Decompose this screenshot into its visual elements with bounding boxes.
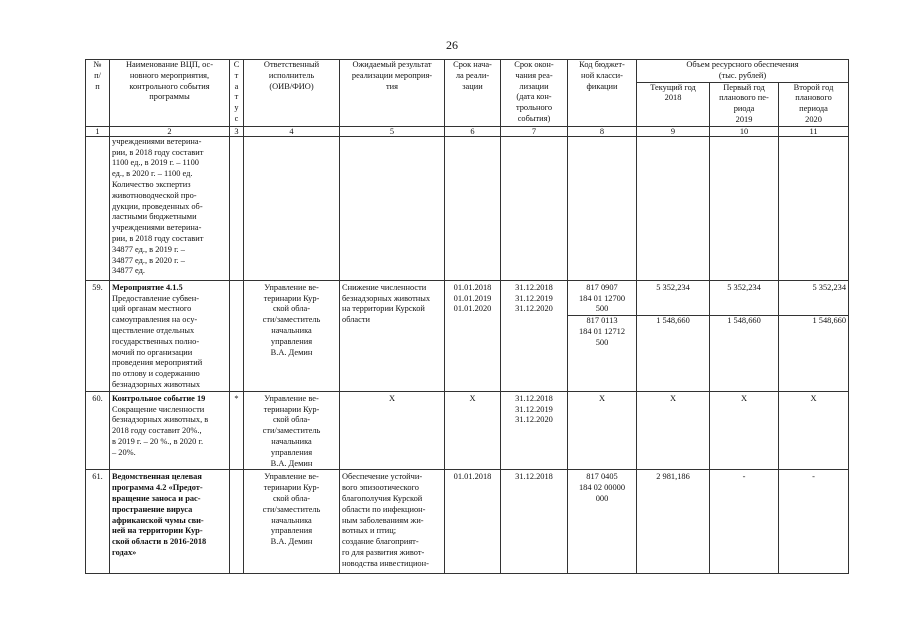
text-line: Второй год (793, 82, 834, 92)
text-line: планового пе- (719, 93, 769, 103)
text-line: 2018 году составит 20%., (112, 426, 202, 436)
row-2018: Х (637, 391, 710, 470)
text-line: 2019 (735, 114, 753, 124)
text-line: вого эпизоотического (342, 483, 419, 493)
text-line: ской обла- (272, 304, 311, 314)
text-line: 34877 ед., в 2020 г. – (112, 255, 185, 265)
text-line: на территории Курской (342, 304, 425, 314)
text-line: 2020 (805, 114, 822, 124)
text-line: 31.12.2019 (515, 404, 553, 414)
text-line: 817 0405 (586, 472, 618, 482)
text-line: т (234, 92, 239, 102)
row-status (230, 470, 244, 574)
cell-2019 (710, 136, 779, 280)
text-line: 500 (595, 337, 609, 347)
text-line: Управление ве- (264, 393, 319, 403)
text-line: Предоставление субвен- (112, 293, 200, 303)
row-end: 31.12.2018 (501, 470, 568, 574)
text-line: тия (386, 81, 398, 91)
text-line: Ожидаемый результат (352, 60, 432, 69)
text-line: области (342, 315, 370, 325)
row-2020 (779, 280, 849, 391)
text-line: 817 0907 (586, 282, 618, 292)
cell-kbk (568, 136, 637, 280)
text-line: ществление отдельных (112, 325, 195, 335)
row-title: Контрольное событие 19 (112, 393, 206, 403)
row-start (445, 280, 501, 391)
text-line: ской обла- (272, 415, 311, 425)
text-line: а (234, 81, 239, 91)
text-line: С (233, 60, 240, 69)
row-end (501, 391, 568, 470)
text-line: Сокращение численности (112, 404, 205, 414)
col-number: 1 (86, 126, 110, 136)
row-2020: Х (779, 391, 849, 470)
text-line: 34877 ед., в 2019 г. – (112, 244, 185, 254)
text-line: африканской чумы сви- (112, 515, 204, 525)
row-executor (244, 280, 340, 391)
text-line: фикации (586, 81, 618, 91)
text-line: управления (270, 447, 313, 457)
cell-result (340, 136, 445, 280)
col-number: 5 (340, 126, 445, 136)
text-line: Ответственный (263, 60, 320, 69)
col-number: 6 (445, 126, 501, 136)
col-number: 4 (244, 126, 340, 136)
header-result (340, 60, 445, 127)
text-line: Наименование ВЦП, ос- (125, 60, 214, 69)
text-line: учреждениями ветерина- (112, 136, 202, 146)
text-line: по отлову и содержанию (112, 369, 200, 379)
text-line: 2018 (664, 93, 682, 103)
text-line: новного мероприятия, (129, 70, 210, 80)
cell-2018 (637, 136, 710, 280)
text-line: ской области в 2016-2018 (112, 537, 207, 547)
text-line: контрольного события (129, 81, 210, 91)
text-line: у (234, 103, 239, 113)
text-line: ской обла- (272, 493, 311, 503)
text-line: реализации мероприя- (351, 70, 433, 80)
row-kbk (568, 280, 637, 391)
row-2018 (637, 280, 710, 391)
row-start: 01.01.2018 (445, 470, 501, 574)
text-line: ций органам местного (112, 304, 192, 314)
text-line: безнадзорных животных (112, 379, 201, 389)
text-line: Объем ресурсного обеспечения (686, 60, 799, 69)
kbk-second (568, 315, 636, 348)
table-row (86, 391, 849, 470)
text-line: планового (795, 93, 832, 103)
text-line: 34877 ед. (112, 266, 145, 276)
value-2020-second: 1 548,660 (779, 315, 848, 327)
col-number: 8 (568, 126, 637, 136)
text-line: начальника (271, 436, 312, 446)
col-number: 7 (501, 126, 568, 136)
text-line: В.А. Демин (270, 458, 313, 468)
text-line: сти/заместитель (262, 504, 321, 514)
row-2018: 2 981,186 (637, 470, 710, 574)
text-line: рии, в 2018 году составит (112, 147, 204, 157)
header-kbk (568, 60, 637, 127)
row-name (110, 280, 230, 391)
text-line: Обеспечение устойчи- (342, 472, 423, 482)
text-line: с (234, 113, 239, 123)
col-number: 2 (110, 126, 230, 136)
text-line: самоуправления на осу- (112, 315, 198, 325)
text-line: вотных и птиц; (342, 526, 397, 536)
row-2019 (710, 280, 779, 391)
header-status (230, 60, 244, 127)
row-description (112, 294, 227, 391)
cell-2020 (779, 136, 849, 280)
row-2020: - (779, 470, 849, 574)
text-line: Текущий год (650, 82, 696, 92)
header-2020 (779, 82, 849, 126)
row-name (110, 391, 230, 470)
text-line: Управление ве- (264, 472, 319, 482)
table-row (86, 280, 849, 391)
text-line: учреждениями ветерина- (112, 223, 202, 233)
row-number: 61. (86, 470, 110, 574)
cell-status (230, 136, 244, 280)
text-line: 1100 ед., в 2019 г. – 1100 (112, 158, 199, 168)
text-line: зации (462, 81, 483, 91)
text-line: ла реали- (455, 70, 490, 80)
text-line: (ОИВ/ФИО) (269, 81, 314, 91)
row-result: Х (340, 391, 445, 470)
header-2019 (710, 82, 779, 126)
text-line: В.А. Демин (270, 537, 313, 547)
cell-end (501, 136, 568, 280)
text-line: т (234, 70, 239, 80)
text-line: ной класси- (581, 70, 623, 80)
value-2019-first: 5 352,234 (727, 282, 761, 292)
row-title (110, 470, 230, 574)
text-line: в 2019 г. – 20 %., в 2020 г. (112, 436, 204, 446)
text-line: В.А. Демин (270, 347, 313, 357)
text-line: события) (517, 113, 551, 123)
text-line: области по инфекцион- (342, 504, 426, 514)
text-line: начальника (271, 515, 312, 525)
continuation-text (110, 136, 230, 280)
text-line: государственных полно- (112, 336, 200, 346)
kbk-first (570, 283, 634, 315)
row-description (112, 405, 227, 459)
row-start: Х (445, 391, 501, 470)
text-line: 184 02 00000 (578, 483, 626, 493)
text-line: периода (799, 104, 828, 114)
row-title: Мероприятие 4.1.5 (112, 282, 183, 292)
col-number: 3 (230, 126, 244, 136)
text-line: новодства инвестицион- (342, 558, 429, 568)
col-number: 11 (779, 126, 849, 136)
text-line: 31.12.2018 (515, 393, 553, 403)
text-line: 31.12.2018 (515, 282, 553, 292)
text-line: благополучия Курской (342, 493, 423, 503)
text-line: программы (149, 92, 190, 102)
row-end (501, 280, 568, 391)
text-line: мочий по организации (112, 347, 193, 357)
text-line: Управление ве- (264, 282, 319, 292)
text-line: ед., в 2020 г. – 1100 ед. (112, 169, 193, 179)
text-line: лизации (519, 81, 549, 91)
header-resource-group (637, 60, 849, 83)
col-number: 9 (637, 126, 710, 136)
text-line: безнадзорных животных (342, 293, 431, 303)
header-executor (244, 60, 340, 127)
text-line: сти/заместитель (262, 315, 321, 325)
row-result (340, 280, 445, 391)
text-line: го для развития живот- (342, 547, 425, 557)
page-number: 26 (446, 38, 458, 52)
text-line: Код бюджет- (579, 60, 625, 69)
text-line: сти/заместитель (262, 426, 321, 436)
table-row (86, 470, 849, 574)
value-2018-second: 1 548,660 (637, 315, 709, 327)
text-line: Количество экспертиз (112, 179, 191, 189)
text-line: № (93, 60, 102, 69)
text-line: теринарии Кур- (263, 293, 320, 303)
text-line: ней на территории Кур- (112, 526, 203, 536)
value-2019-second: 1 548,660 (710, 315, 778, 327)
header-start (445, 60, 501, 127)
text-line: годах» (112, 547, 137, 557)
text-line: пространение вируса (112, 504, 193, 514)
text-line: Срок нача- (453, 60, 492, 69)
header-2018 (637, 82, 710, 126)
text-line: управления (270, 336, 313, 346)
text-line: безнадзорных животных, в (112, 415, 209, 425)
text-line: дукции, проведенных об- (112, 201, 203, 211)
text-line: ным заболеваниям жи- (342, 515, 424, 525)
cell-executor (244, 136, 340, 280)
cell-num (86, 136, 110, 280)
text-line: ластными бюджетными (112, 212, 197, 222)
text-line: (тыс. рублей) (718, 70, 767, 80)
text-line: риода (733, 104, 755, 114)
cell-start (445, 136, 501, 280)
text-line: 01.01.2018 (453, 282, 492, 292)
text-line: п/ (94, 70, 101, 80)
text-line: управления (270, 526, 313, 536)
resource-table (85, 59, 849, 574)
row-executor (244, 470, 340, 574)
text-line: программа 4.2 «Предот- (112, 483, 203, 493)
text-line: п (95, 81, 100, 91)
header-num (86, 60, 110, 127)
text-line: исполнитель (268, 70, 315, 80)
row-2019: Х (710, 391, 779, 470)
row-kbk (568, 470, 637, 574)
text-line: 01.01.2019 (453, 293, 492, 303)
row-status (230, 280, 244, 391)
text-line: Снижение численности (342, 282, 427, 292)
column-numbers-row (86, 126, 849, 136)
text-line: 000 (595, 493, 609, 503)
header-name (110, 60, 230, 127)
text-line: Первый год (723, 82, 765, 92)
row-result (340, 470, 445, 574)
text-line: трольного (515, 103, 553, 113)
text-line: проведения мероприятий (112, 358, 203, 368)
header-end (501, 60, 568, 127)
value-2020-first: 5 352,234 (812, 282, 847, 292)
text-line: 31.12.2020 (515, 415, 553, 425)
row-number: 59. (86, 280, 110, 391)
text-line: рии, в 2018 году составит (112, 233, 204, 243)
text-line: 817 0113 (586, 316, 618, 326)
text-line: Ведомственная целевая (112, 472, 202, 482)
row-number: 60. (86, 391, 110, 470)
row-status: * (230, 391, 244, 470)
text-line: 184 01 12712 (578, 326, 626, 336)
text-line: вращение заноса и рас- (112, 493, 201, 503)
value-2018-first: 5 352,234 (656, 282, 690, 292)
text-line: животноводческой про- (112, 190, 197, 200)
text-line: начальника (271, 325, 312, 335)
text-line: 184 01 12700 (578, 293, 626, 303)
text-line: (дата кон- (516, 92, 552, 102)
text-line: теринарии Кур- (263, 483, 320, 493)
text-line: – 20%. (112, 447, 136, 457)
row-executor (244, 391, 340, 470)
table-row (86, 136, 849, 280)
text-line: Срок окон- (514, 60, 554, 69)
text-line: 31.12.2019 (515, 293, 553, 303)
text-line: 31.12.2020 (515, 304, 553, 314)
col-number: 10 (710, 126, 779, 136)
row-kbk: Х (568, 391, 637, 470)
text-line: 01.01.2020 (453, 304, 492, 314)
text-line: 500 (595, 304, 609, 314)
text-line: чания реа- (515, 70, 553, 80)
row-2019: - (710, 470, 779, 574)
text-line: создание благоприят- (342, 537, 419, 547)
text-line: теринарии Кур- (263, 404, 320, 414)
